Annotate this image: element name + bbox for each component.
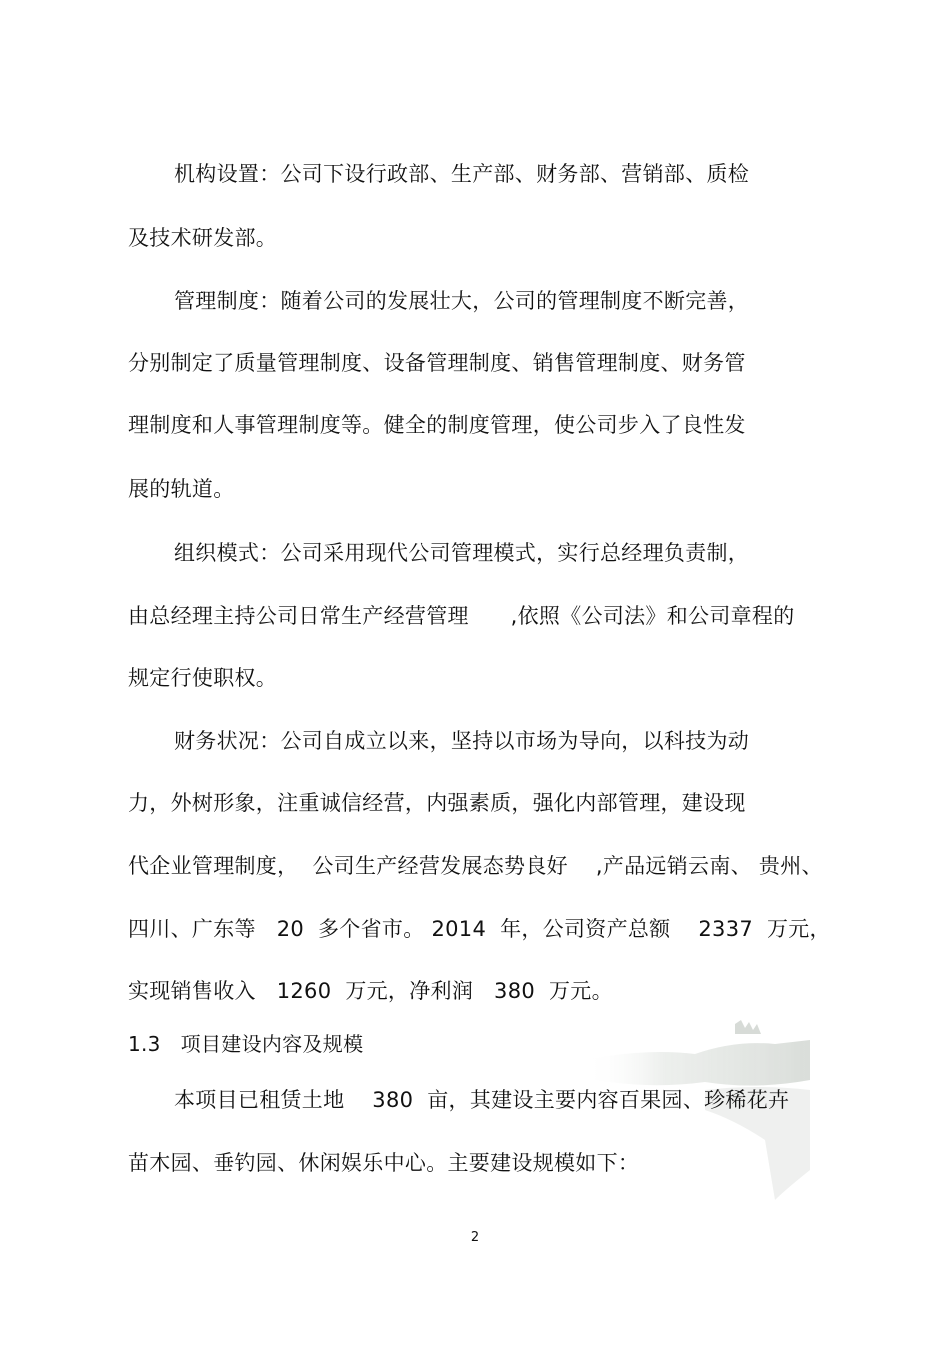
paragraph-line: 由总经理主持公司日常生产经营管理 ,依照《公司法》和公司章程的 (128, 604, 795, 628)
paragraph-line: 规定行使职权。 (128, 666, 278, 690)
paragraph-line: 本项目已租赁土地 380 亩，其建设主要内容百果园、珍稀花卉 (174, 1088, 790, 1112)
paragraph-line: 四川、广东等 20 多个省市。 2014 年，公司资产总额 2337 万元， (128, 917, 831, 941)
paragraph-line: 及技术研发部。 (128, 226, 278, 250)
paragraph-line: 财务状况：公司自成立以来，坚持以市场为导向，以科技为动 (174, 729, 750, 753)
paragraph-line: 分别制定了质量管理制度、设备管理制度、销售管理制度、财务管 (128, 351, 746, 375)
paragraph-line: 机构设置：公司下设行政部、生产部、财务部、营销部、质检 (174, 162, 750, 186)
paragraph-line: 管理制度：随着公司的发展壮大，公司的管理制度不断完善， (174, 289, 750, 313)
paragraph-line: 苗木园、垂钓园、休闲娱乐中心。主要建设规模如下： (128, 1151, 640, 1175)
paragraph-line: 力，外树形象，注重诚信经营，内强素质，强化内部管理，建设现 (128, 791, 746, 815)
paragraph-line: 实现销售收入 1260 万元，净利润 380 万元。 (128, 979, 613, 1003)
paragraph-line: 理制度和人事管理制度等。健全的制度管理，使公司步入了良性发 (128, 413, 746, 437)
section-heading: 1.3 项目建设内容及规模 (128, 1032, 364, 1056)
paragraph-line: 组织模式：公司采用现代公司管理模式，实行总经理负责制， (174, 541, 750, 565)
paragraph-line: 代企业管理制度， 公司生产经营发展态势良好 ,产品远销云南、 贵州、 (128, 854, 823, 878)
paragraph-line: 展的轨道。 (128, 477, 235, 501)
page-number: 2 (470, 1230, 480, 1245)
